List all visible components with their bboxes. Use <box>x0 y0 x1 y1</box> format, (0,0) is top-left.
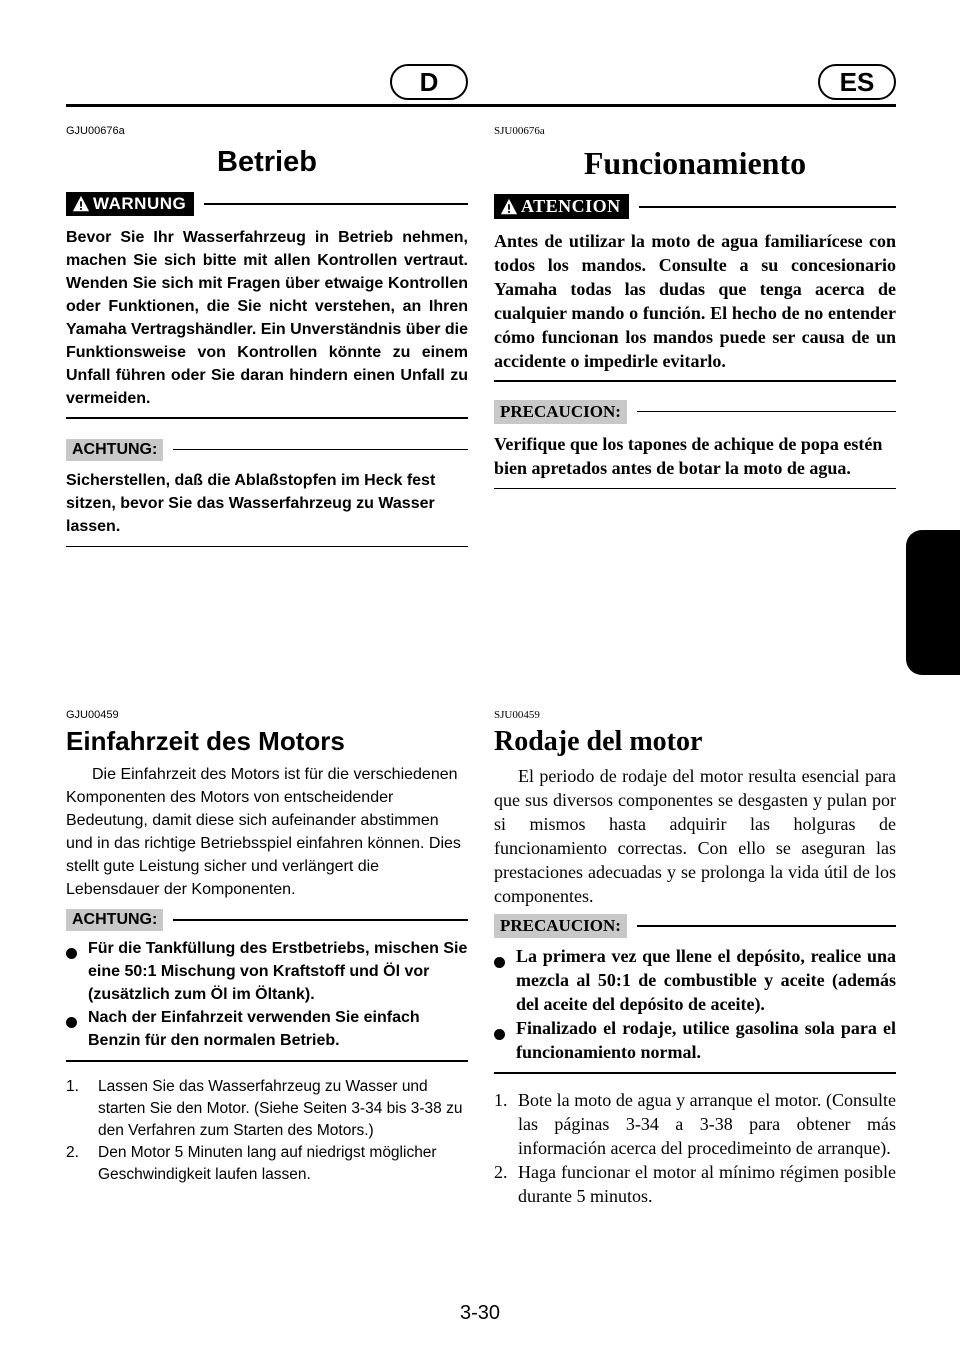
bullet-text: Nach der Einfahrzeit verwenden Sie einfach Benzin für den normalen Betrieb. <box>88 1009 420 1049</box>
steps-list <box>494 1088 896 1208</box>
list-item <box>66 1142 468 1186</box>
step-text: Haga funcionar el motor al mínimo régimen posible durante 5 minutos. <box>518 1161 896 1206</box>
intro-text: El periodo de rodaje del motor resulta esencial para que sus diversos componentes se desgasten y pulan por si mismos hasta adquirir las holguras de funcionamiento correctas. Con ello se aseguran las prestaciones adecuadas y se prolonga la vida útil de los componentes. <box>494 766 896 906</box>
intro-text: Die Einfahrzeit des Motors ist für die verschiedenen Komponenten des Motors von entscheidender Bedeutung, damit diese sich aufeinander abstimmen und in das richtige Betriebsspiel einfahren können. Dies stellt gute Leistung sicher und verlängert die Lebensdauer der Komponenten. <box>66 766 461 898</box>
de-section-break-in <box>66 708 468 1186</box>
step-text: Den Motor 5 Minuten lang auf niedrigst möglicher Geschwindigkeit laufen lassen. <box>98 1143 437 1183</box>
list-item <box>66 1006 468 1052</box>
list-item <box>494 1160 896 1208</box>
bullet-icon <box>494 957 505 968</box>
list-item <box>494 1016 896 1064</box>
caution-header <box>66 909 468 931</box>
warning-header <box>66 192 468 216</box>
step-text: Lassen Sie das Wasserfahrzeug zu Wasser und starten Sie den Motor. (Siehe Seiten 3-34 bis 3-38 zu den Verfahren zum Starten des Motors.) <box>98 1077 463 1139</box>
step-number: 1. <box>66 1077 79 1095</box>
language-tab-es: ES <box>818 64 896 100</box>
caution-badge: ACHTUNG: <box>66 909 163 931</box>
caution-bullets <box>66 937 468 1052</box>
section-title: Funcionamiento <box>583 145 807 181</box>
section-code: GJU00676a <box>66 125 125 137</box>
header-rule <box>66 104 896 107</box>
bullet-text: Für die Tankfüllung des Erstbetriebs, mischen Sie eine 50:1 Mischung von Kraftstoff und Öl vor (zusätzlich zum Öl im Öltank). <box>88 940 468 1003</box>
bullet-icon <box>66 1017 77 1028</box>
section-code: GJU00459 <box>66 709 119 721</box>
caution-bullets <box>494 944 896 1064</box>
caution-badge: PRECAUCION: <box>494 914 627 938</box>
es-section-break-in <box>494 708 896 1208</box>
caution-end-rule <box>494 488 896 490</box>
list-item <box>494 1088 896 1160</box>
section-title: Einfahrzeit des Motors <box>66 726 345 756</box>
caution-end-rule <box>494 1072 896 1074</box>
language-tab-de: D <box>390 64 468 100</box>
page-number: 3-30 <box>459 1302 501 1324</box>
list-item <box>494 944 896 1016</box>
section-title: Rodaje del motor <box>494 726 703 757</box>
caution-badge: ACHTUNG: <box>66 439 163 461</box>
step-number: 2. <box>494 1161 508 1182</box>
steps-list <box>66 1076 468 1186</box>
caution-end-rule <box>66 546 468 548</box>
caution-header <box>494 400 896 424</box>
es-section-operation <box>494 124 896 489</box>
warning-badge <box>494 194 629 219</box>
warning-end-rule <box>66 417 468 419</box>
warning-badge <box>66 192 194 216</box>
caution-text: Verifique que los tapones de achique de popa estén bien apretados antes de botar la moto de agua. <box>494 433 883 478</box>
warning-text: Antes de utilizar la moto de agua familiarícese con todos los mandos. Consulte a su concesionario Yamaha todas las dudas que tenga acerca de cualquier mando o función. El hecho de no entender cómo funcionan los mandos puede ser causa de un accidente o impedirle evitarlo. <box>494 231 896 371</box>
caution-header <box>494 914 896 938</box>
list-item <box>66 1076 468 1142</box>
warning-triangle-icon <box>72 195 90 213</box>
list-item <box>66 937 468 1006</box>
bullet-text: Finalizado el rodaje, utilice gasolina sola para el funcionamiento normal. <box>516 1018 896 1062</box>
warning-triangle-icon <box>500 198 518 216</box>
caution-text: Sicherstellen, daß die Ablaßstopfen im Heck fest sitzen, bevor Sie das Wasserfahrzeug zu Wasser lassen. <box>66 471 436 535</box>
section-title: Betrieb <box>217 146 317 178</box>
de-section-operation <box>66 124 468 547</box>
caution-header <box>66 439 468 461</box>
warning-label: ATENCION <box>521 196 621 216</box>
section-code: SJU00459 <box>494 709 540 721</box>
step-number: 1. <box>494 1089 508 1110</box>
bullet-icon <box>66 948 77 959</box>
caution-badge: PRECAUCION: <box>494 400 627 424</box>
chapter-side-tab <box>906 530 960 675</box>
warning-header <box>494 194 896 219</box>
warning-text: Bevor Sie Ihr Wasserfahrzeug in Betrieb nehmen, machen Sie sich bitte mit allen Kontrollen vertraut. Wenden Sie sich mit Fragen über etwaige Kontrollen oder Funktionen, die Sie nicht verstehen, an Ihren Yamaha Vertragshändler. Ein Unverständnis über die Funktionsweise von Kontrollen könnte zu einem Unfall führen oder Sie daran hindern einen Unfall zu vermeiden. <box>66 229 468 407</box>
bullet-icon <box>494 1029 505 1040</box>
bullet-text: La primera vez que llene el depósito, realice una mezcla al 50:1 de combustible y aceite (además del aceite del depósito de aceite). <box>516 946 896 1014</box>
warning-end-rule <box>494 380 896 382</box>
warning-label: WARNUNG <box>93 194 187 213</box>
step-number: 2. <box>66 1143 79 1161</box>
step-text: Bote la moto de agua y arranque el motor. (Consulte las páginas 3-34 a 3-38 para obtener más información acerca del procedimeinto de arranque). <box>518 1089 896 1158</box>
section-code: SJU00676a <box>494 125 545 137</box>
caution-end-rule <box>66 1060 468 1062</box>
